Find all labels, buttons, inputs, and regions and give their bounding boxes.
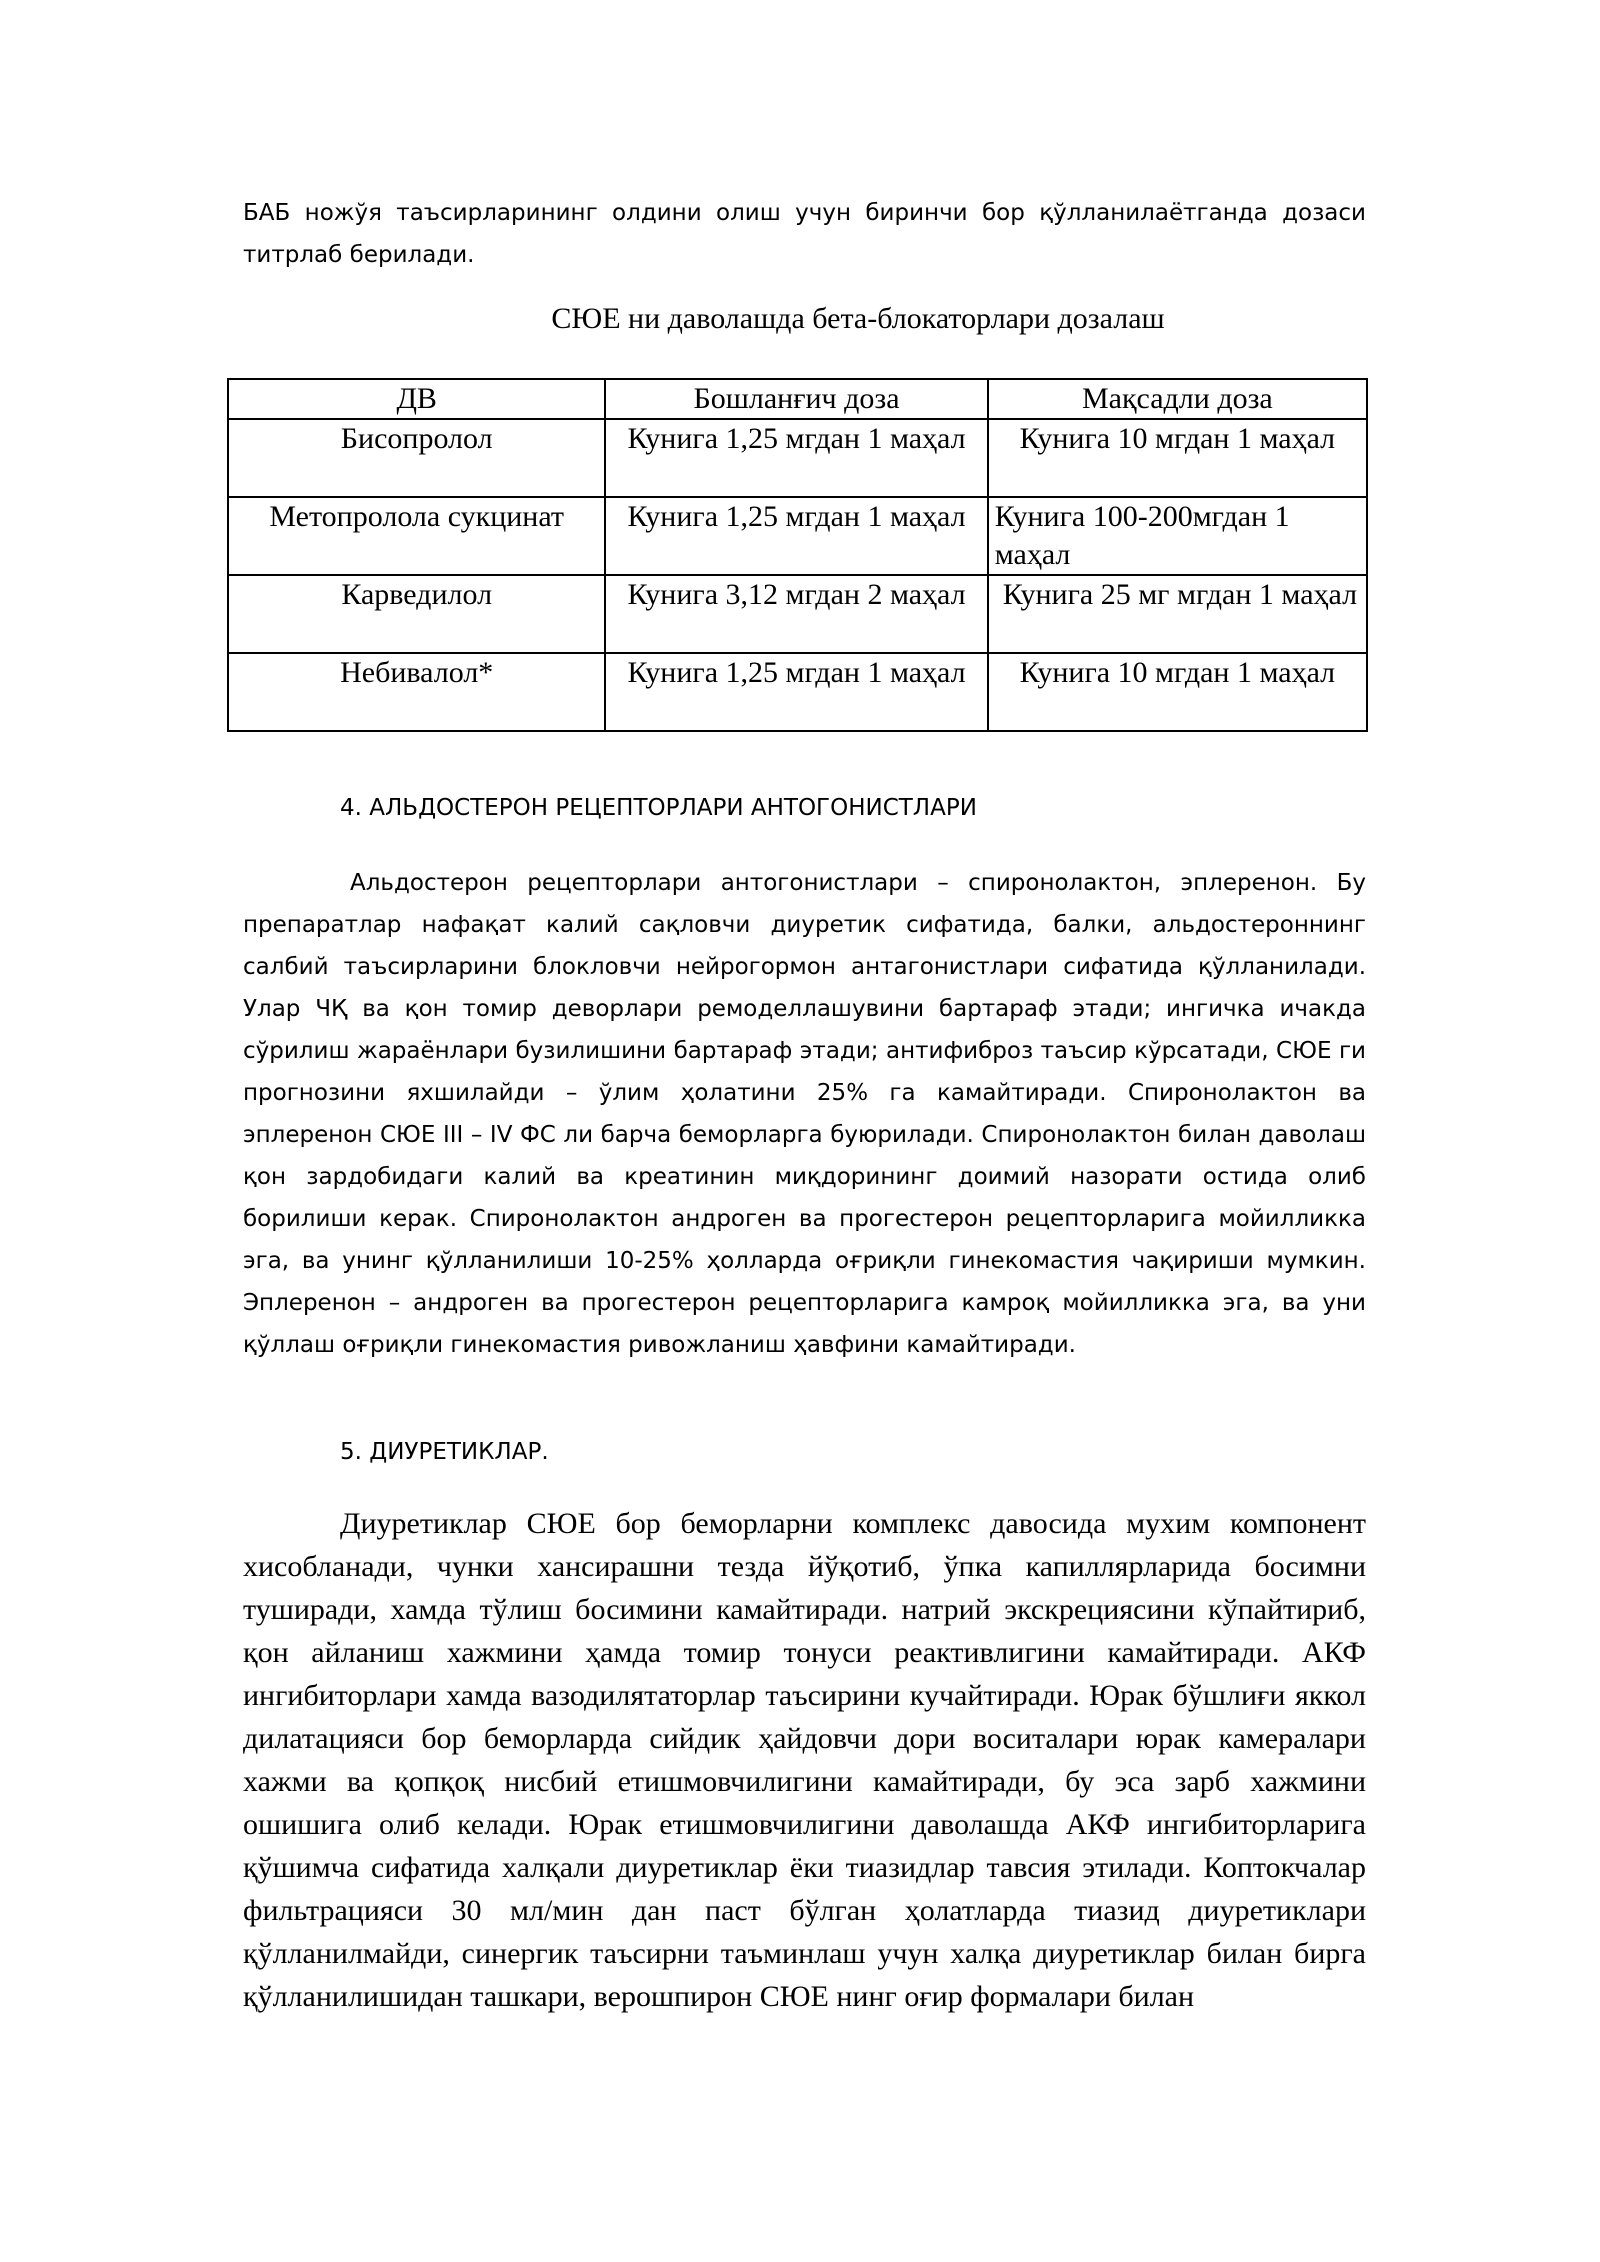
initial-dose-cell: Кунига 1,25 мгдан 1 маҳал	[605, 497, 987, 575]
drug-name-cell: Карведилол	[228, 575, 605, 653]
table-row	[228, 575, 1367, 653]
column-header: Мақсадли доза	[988, 379, 1367, 419]
target-dose-cell: Кунига 100-200мгдан 1 маҳал	[988, 497, 1367, 575]
beta-blocker-dose-table	[227, 378, 1368, 732]
initial-dose-cell: Кунига 1,25 мгдан 1 маҳал	[605, 419, 987, 497]
initial-dose-cell: Кунига 3,12 мгдан 2 маҳал	[605, 575, 987, 653]
table-row	[228, 419, 1367, 497]
section-4-paragraph: Альдостерон рецепторлари антогонистлари – спиронолактон, эплеренон. Бу препаратлар нафақат калий сақловчи диуретик сифатида, балки, альдостероннинг салбий таъсирларини блокловчи нейрогормон антагонистлари сифатида қўлланилади. Улар ЧҚ ва қон томир деворлари ремоделлашувини бартараф этади; ингичка ичакда сўрилиш жараёнлари бузилишини бартараф этади; антифиброз таъсир кўрсатади, СЮЕ ги прогнозини яхшилайди – ўлим ҳолатини 25% га камайтиради. Спиронолактон ва эплеренон СЮЕ III – IV ФС ли барча беморларга буюрилади. Спиронолактон билан даволаш қон зардобидаги калий ва креатинин миқдорининг доимий назорати остида олиб борилиши керак. Спиронолактон андроген ва прогестерон рецепторларига мойилликка эга, ва унинг қўлланилиши 10-25% ҳолларда оғриқли гинекомастия чақириши мумкин. Эплеренон – андроген ва прогестерон рецепторларига камроқ мойилликка эга, ва уни қўллаш оғриқли гинекомастия ривожланиш ҳавфини камайтиради.	[243, 870, 1366, 1358]
section-5-heading: 5. ДИУРЕТИКЛАР.	[340, 1439, 549, 1465]
drug-name-cell: Метопролола сукцинат	[228, 497, 605, 575]
table-row	[228, 653, 1367, 731]
column-header: Бошланғич доза	[605, 379, 987, 419]
column-header: ДВ	[228, 379, 605, 419]
target-dose-cell: Кунига 25 мг мгдан 1 маҳал	[988, 575, 1367, 653]
drug-name-cell: Бисопролол	[228, 419, 605, 497]
section-4-heading: 4. АЛЬДОСТЕРОН РЕЦЕПТОРЛАРИ АНТОГОНИСТЛАРИ	[340, 795, 977, 821]
section-5-paragraph: Диуретиклар СЮЕ бор беморларни комплекс давосида мухим компонент хисобланади, чунки хансирашни тезда йўқотиб, ўпка капиллярларида босимни туширади, хамда тўлиш босимини камайтиради. натрий экскрециясини кўпайтириб, қон айланиш хажмини ҳамда томир тонуси реактивлигини камайтиради. АКФ ингибиторлари хамда вазодилятаторлар таъсирини кучайтиради. Юрак бўшлиғи яккол дилатацияси бор беморларда сийдик ҳайдовчи дори воситалари юрак камералари хажми ва қопқоқ нисбий етишмовчилигини камайтиради, бу эса зарб хажмини ошишига олиб келади. Юрак етишмовчилигини даволашда АКФ ингибиторларига қўшимча сифатида халқали диуретиклар ёки тиазидлар тавсия этилади. Коптокчалар фильтрацияси 30 мл/мин дан паст бўлган ҳолатларда тиазид диуретиклари қўлланилмайди, синергик таъсирни таъминлаш учун халқа диуретиклар билан бирга қўлланилишидан ташкари, верошпирон СЮЕ нинг оғир формалари билан	[243, 1507, 1366, 2013]
initial-dose-cell: Кунига 1,25 мгдан 1 маҳал	[605, 653, 987, 731]
table-row	[228, 497, 1367, 575]
target-dose-cell: Кунига 10 мгдан 1 маҳал	[988, 419, 1367, 497]
intro-paragraph: БАБ ножўя таъсирларининг олдини олиш учун биринчи бор қўлланилаётганда дозаси титрлаб берилади.	[243, 200, 1366, 268]
drug-name-cell: Небивалол*	[228, 653, 605, 731]
target-dose-cell: Кунига 10 мгдан 1 маҳал	[988, 653, 1367, 731]
table-caption: СЮЕ ни даволашда бета-блокаторлари дозалаш	[551, 302, 1165, 335]
table-header-row	[228, 379, 1367, 419]
